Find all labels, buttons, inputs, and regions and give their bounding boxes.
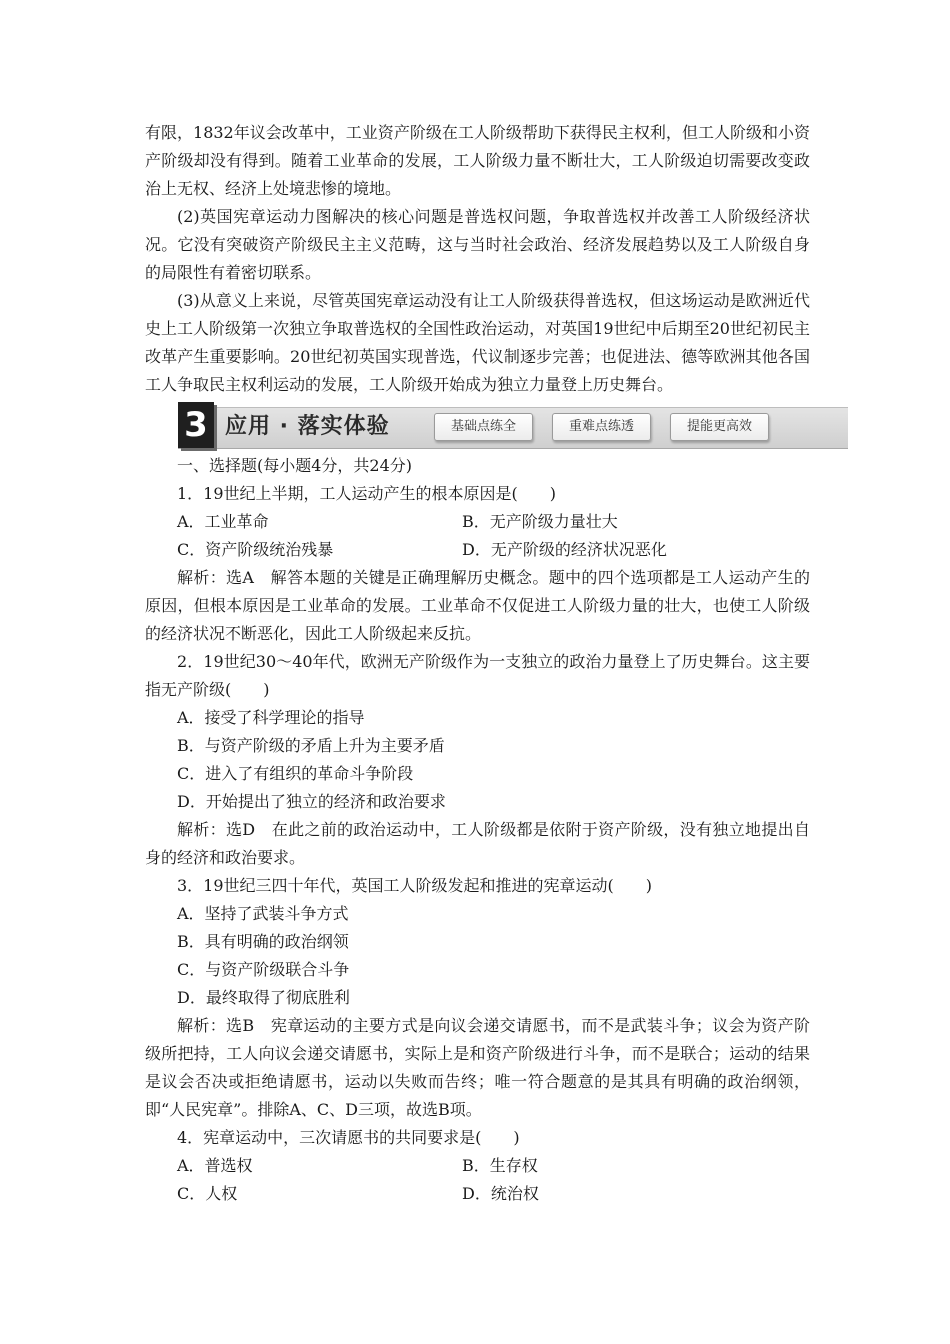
question-3-analysis: 解析：选B 宪章运动的主要方式是向议会递交请愿书，而不是武装斗争；议会为资产阶级所把持，工人向议会递交请愿书，实际上是和资产阶级进行斗争，而不是联合；运动的结果是议会否决或拒绝请愿书，运动以失败而告终；唯一符合题意的是其具有明确的政治纲领，即“人民宪章”。排除A、C、D三项，故选B项。 bbox=[145, 1016, 810, 1119]
question-4-option-b: B．生存权 bbox=[462, 1156, 538, 1175]
question-3-option-d: D．最终取得了彻底胜利 bbox=[177, 988, 350, 1007]
question-1-option-c: C．资产阶级统治残暴 bbox=[177, 540, 334, 559]
question-1-analysis: 解析：选A 解答本题的关键是正确理解历史概念。题中的四个选项都是工人运动产生的原因，但根本原因是工业革命的发展。工业革命不仅促进工人阶级力量的壮大，也使工人阶级的经济状况不断恶化，因此工人阶级起来反抗。 bbox=[145, 568, 810, 643]
question-3-option-a: A．坚持了武装斗争方式 bbox=[177, 904, 349, 923]
question-3-option-c: C．与资产阶级联合斗争 bbox=[177, 960, 350, 979]
question-3-option-b: B．具有明确的政治纲领 bbox=[177, 932, 349, 951]
tab-efficiency[interactable]: 提能更高效 bbox=[670, 413, 769, 441]
question-2-option-d: D．开始提出了独立的经济和政治要求 bbox=[177, 792, 446, 811]
question-4-option-a: A．普选权 bbox=[177, 1156, 253, 1175]
question-4-option-c: C．人权 bbox=[177, 1184, 238, 1203]
question-1-stem: 1．19世纪上半期，工人运动产生的根本原因是( ) bbox=[177, 484, 557, 503]
tab-basic-practice[interactable]: 基础点练全 bbox=[434, 413, 533, 441]
intro-paragraph-3: (3)从意义上来说，尽管英国宪章运动没有让工人阶级获得普选权，但这场运动是欧洲近代史上工人阶级第一次独立争取普选权的全国性政治运动，对英国19世纪中后期至20世纪初民主改革产生重要影响。20世纪初英国实现普选，代议制逐步完善；也促进法、德等欧洲其他各国工人争取民主权利运动的发展，工人阶级开始成为独立力量登上历史舞台。 bbox=[145, 291, 810, 394]
question-1-option-b: B．无产阶级力量壮大 bbox=[462, 512, 618, 531]
intro-paragraph-2: (2)英国宪章运动力图解决的核心问题是普选权问题，争取普选权并改善工人阶级经济状况。它没有突破资产阶级民主主义范畴，这与当时社会政治、经济发展趋势以及工人阶级自身的局限性有着密切联系。 bbox=[145, 207, 810, 282]
section-banner-title: 应用 · 落实体验 bbox=[225, 414, 390, 439]
question-2-option-a: A．接受了科学理论的指导 bbox=[177, 708, 365, 727]
question-2-option-c: C．进入了有组织的革命斗争阶段 bbox=[177, 764, 414, 783]
section-title: 一、选择题(每小题4分，共24分) bbox=[177, 456, 413, 475]
question-2-stem: 2．19世纪30～40年代，欧洲无产阶级作为一支独立的政治力量登上了历史舞台。这主要指无产阶级( ) bbox=[145, 652, 810, 699]
question-4-option-d: D．统治权 bbox=[462, 1184, 539, 1203]
section-number-badge: 3 bbox=[178, 402, 214, 448]
question-1-option-a: A．工业革命 bbox=[177, 512, 269, 531]
question-2-option-b: B．与资产阶级的矛盾上升为主要矛盾 bbox=[177, 736, 445, 755]
question-2-analysis: 解析：选D 在此之前的政治运动中，工人阶级都是依附于资产阶级，没有独立地提出自身的经济和政治要求。 bbox=[145, 820, 810, 867]
tab-key-difficulty[interactable]: 重难点练透 bbox=[552, 413, 651, 441]
question-1-option-d: D．无产阶级的经济状况恶化 bbox=[462, 540, 667, 559]
question-4-stem: 4．宪章运动中，三次请愿书的共同要求是( ) bbox=[177, 1128, 520, 1147]
question-3-stem: 3．19世纪三四十年代，英国工人阶级发起和推进的宪章运动( ) bbox=[177, 876, 653, 895]
intro-paragraph-1: 有限，1832年议会改革中，工业资产阶级在工人阶级帮助下获得民主权利，但工人阶级和小资产阶级却没有得到。随着工业革命的发展，工人阶级力量不断壮大，工人阶级迫切需要改变政治上无权、经济上处境悲惨的境地。 bbox=[145, 123, 810, 198]
